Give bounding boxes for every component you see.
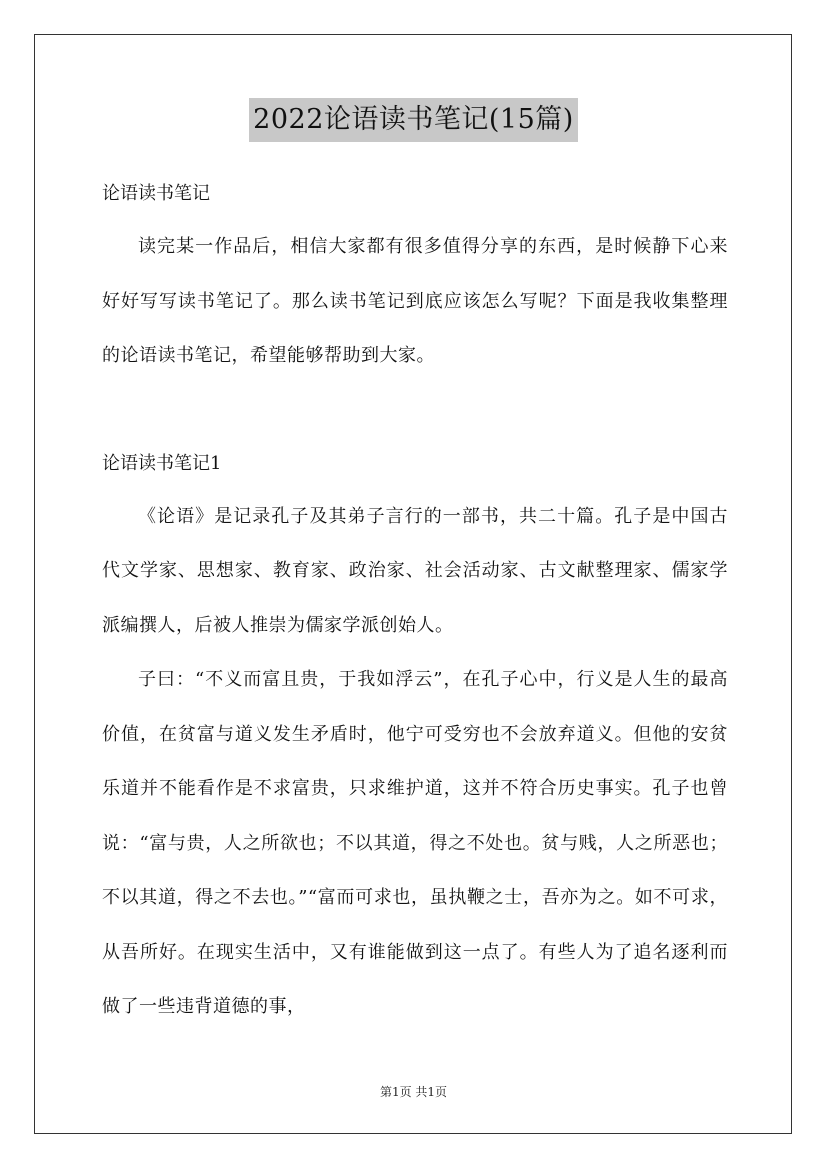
page-footer: 第1页 共1页 [379,1085,448,1099]
title-container [0,98,827,142]
document-body [102,168,728,1035]
document-title: 2022论语读书笔记(15篇) [249,98,578,142]
section1-paragraph-2: 子曰：“不义而富且贵，于我如浮云”，在孔子心中，行义是人生的最高价值，在贫富与道义发生矛盾时，他宁可受穷也不会放弃道义。但他的安贫乐道并不能看作是不求富贵，只求维护道，这并不符合历史事实。孔子也曾说：“富与贵，人之所欲也；不以其道，得之不处也。贫与贱，人之所恶也；不以其道，得之不去也。”“富而可求也，虽执鞭之士，吾亦为之。如不可求，从吾所好。在现实生活中，又有谁能做到这一点了。有些人为了追名逐利而做了一些违背道德的事， [102,669,728,1017]
intro-heading: 论语读书笔记 [102,183,210,204]
section1-paragraph-1: 《论语》是记录孔子及其弟子言行的一部书，共二十篇。孔子是中国古代文学家、思想家、教育家、政治家、社会活动家、古文献整理家、儒家学派编撰人，后被人推崇为儒家学派创始人。 [102,505,728,636]
section-spacer [102,384,728,438]
section1-heading: 论语读书笔记1 [102,452,222,474]
intro-paragraph: 读完某一作品后，相信大家都有很多值得分享的东西，是时候静下心来好好写写读书笔记了。那么读书笔记到底应该怎么写呢？下面是我收集整理的论语读书笔记，希望能够帮助到大家。 [102,236,728,366]
